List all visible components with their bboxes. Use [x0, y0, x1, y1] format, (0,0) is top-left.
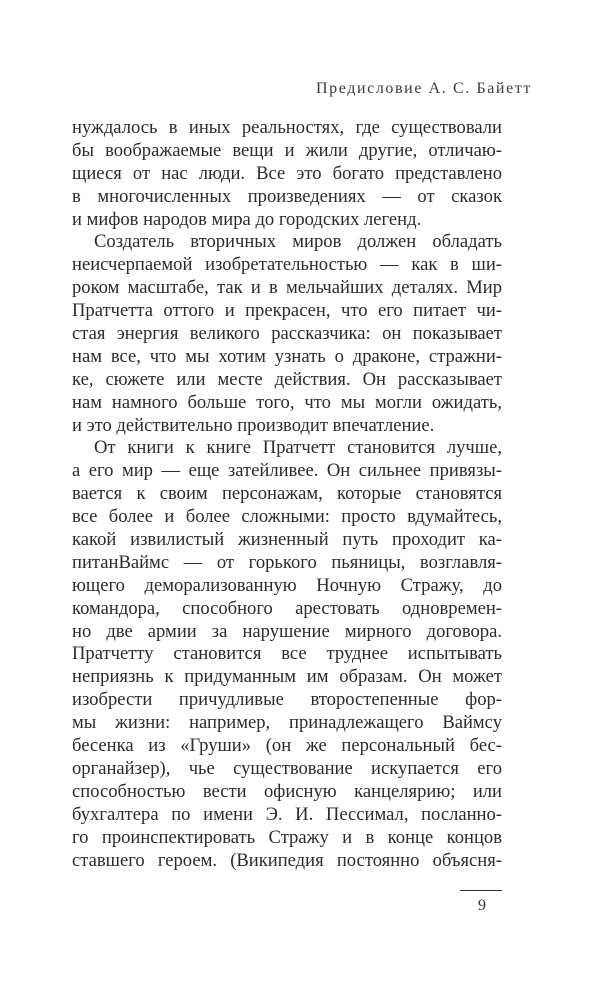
text-line: неприязнь к придуманным им образам. Он может: [72, 666, 502, 688]
text-line: бесенка из «Груши» (он же персональный бес-: [72, 735, 502, 757]
text-line: питанВаймс — от горького пьяницы, возглавля-: [72, 551, 502, 573]
paragraph: [72, 437, 502, 872]
page-number: 9: [478, 897, 486, 914]
text-line: способностью вести офисную канцелярию; или: [72, 780, 502, 802]
body-text: [72, 117, 502, 872]
text-line: а его мир — еще затейливее. Он сильнее привязы-: [72, 460, 502, 482]
text-line: ке, сюжете или месте действия. Он рассказывает: [72, 368, 502, 390]
text-line: бы воображаемые вещи и жили другие, отличаю-: [72, 139, 502, 161]
paragraph: [72, 117, 502, 231]
text-line: командора, способного арестовать одновремен-: [72, 597, 502, 619]
text-line: бухгалтера по имени Э. И. Пессимал, посланно-: [72, 803, 502, 825]
text-line: и это действительно производит впечатление.: [72, 414, 435, 436]
folio-rule: [460, 890, 502, 891]
text-line: но две армии за нарушение мирного договора.: [72, 620, 502, 642]
running-head: Предисловие А. С. Байетт: [315, 80, 532, 97]
text-line: стая энергия великого рассказчика: он показывает: [72, 323, 502, 345]
text-line: нам намного больше того, что мы могли ожидать,: [72, 391, 502, 413]
text-line: какой извилистый жизненный путь проходит ка-: [72, 529, 502, 551]
text-line: неисчерпаемой изобретательностью — как в ши-: [72, 254, 502, 276]
text-line: изобрести причудливые второстепенные фор-: [72, 689, 502, 711]
text-line: роком масштабе, так и в мельчайших деталях. Мир: [72, 277, 502, 299]
text-line: ставшего героем. (Википедия постоянно объясня-: [72, 849, 502, 871]
text-line: в многочисленных произведениях — от сказок: [72, 185, 502, 207]
text-line: щиеся от нас люди. Все это богато представлено: [72, 162, 502, 184]
text-line: го проинспектировать Стражу и в конце концов: [72, 826, 502, 848]
text-line: нуждалось в иных реальностях, где существовали: [72, 117, 502, 138]
text-line: От книги к книге Пратчетт становится лучше,: [94, 437, 502, 459]
text-line: нам все, что мы хотим узнать о драконе, стражни-: [72, 345, 502, 367]
text-line: Пратчетту становится все труднее испытывать: [72, 643, 502, 665]
text-line: ющего деморализованную Ночную Стражу, до: [72, 574, 502, 596]
text-line: Создатель вторичных миров должен обладать: [94, 231, 502, 253]
text-line: и мифов народов мира до городских легенд.: [72, 208, 422, 230]
paragraph: [72, 231, 502, 437]
text-line: органайзер), чье существование искупается его: [72, 757, 502, 779]
text-line: мы жизни: например, принадлежащего Ваймсу: [72, 712, 502, 734]
text-line: Пратчетта оттого и прекрасен, что его питает чи-: [72, 300, 502, 322]
text-line: все более и более сложными: просто вдумайтесь,: [72, 506, 502, 528]
text-line: вается к своим персонажам, которые становятся: [72, 483, 502, 505]
